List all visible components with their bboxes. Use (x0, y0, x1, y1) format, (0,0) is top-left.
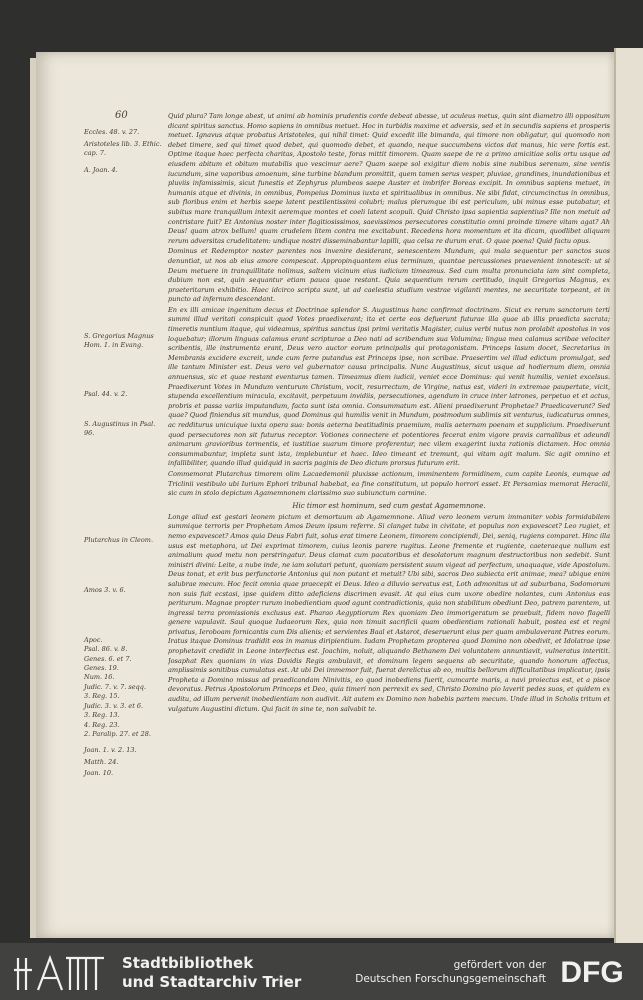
margin-note: Eccles. 48. v. 27. (84, 128, 140, 136)
library-name: Stadtbibliothek und Stadtarchiv Trier (122, 954, 302, 991)
dfg-logo-text: DFG (560, 956, 624, 988)
margin-note: cap. 7. (84, 149, 107, 157)
margin-note: 3. Reg. 15. (84, 692, 120, 700)
margin-note: Joan. 10. (84, 769, 114, 777)
verse-line: Hic timor est hominum, sed cum gestat Agamemnone. (292, 501, 486, 510)
margin-note: Joan. 1. v. 2. 13. (84, 746, 137, 754)
margin-note: Apoc. (84, 636, 103, 644)
margin-note: S. Gregorius Magnus (84, 332, 154, 340)
paragraph: Quid plura? Tam longe abest, ut animi ab hominis prudentis corde debeat abesse, ut aculeus metus, quin sint diametro illi oppositum dicant spiritus sanctus. Homo sapiens in omnibus metuet. Hoc in turbidis maxime et adversis, sed et in secundis sapiens et prosperis metuet. Ignavus atque probatus Aristoteles, qui nihil timet: Quid excedit ille bimanda, qui timore non obligatur, qui quomodo non debet timere, sed qui timet quod debet, qui quomodo debet, et quando, neque succumbens victos dat manus, hic vere fortis est. Optime itaque haec perfecta charitas, Apostolo teste, foras mittit timorem. Quam saepe de re a primo amicitiae solis ortu usque ad eiusdem abitum et obitum mutabilis quo vescimur aere? Quam saepe sol exigitur diem nobis sine nubibus serenum, sine ventis iucundum, sine vaporibus amoenum, sine turbine blandum promittit, quem tamen serus vesper, pluviae, grandines, inundationibus et pluviis infamissimis, sicut funestis et Zephyrus plumbeos saepe Auster et imbrifer Boreas excipit. In omnibus sapiens metuet, in humanis atque et divinis, in omnibus, Pompeius Dominus iuxta et spiritualibus in omnibus. Ne sibi fidat, circumcinctus in omnibus, sub floribus enim et herbis saepe latent pestilentissimi colubri; malus plerumque ibi est periculum, ubi minus esse putabatur, et subitus mare tranquillum intexit aeremque montes et coeli latent scopuli. Quid Christo ipsa sapientia sapientius? Ille non metuit ad contristare fuit? Et Antonius noster inter flagitiosissimos, saevissimos persecutores constitutio omni proinde timere vitam agat? Ah Deus! quam atrox bellum! quam crudelem litem contra me excitabunt. Recedens hora momentum et ita dicam, quodlibet aliquam rerum adversitas crudelitatem: undique nostri disseminabantur lapilli, qua celsa re durum erat. O quae poena! Quid factu opus. (168, 112, 610, 245)
margin-note: S. Augustinus in Psal. (84, 420, 156, 428)
margin-note: Matth. 24. (84, 758, 119, 766)
margin-note: Amos 3. v. 6. (84, 586, 126, 594)
paragraph: En ex illi amicae ingenitum decus et Doctrinae splendor S. Augustinus hanc confirmat doctrinam. Sicut ex rerum sanctorum terti summi illud veritati conspicuit quod Votes praedixerant; ita et certe eos defuerunt futurae illa quae ab illis praedicta sacrata; timeretis nuntium itaque, qui videamus, spiritus sanctus ipsi primi veritatis Magister, cuius verbi nutus non prolabit apostolus in vos loquebatur; illorum linguas calamus erant scripturae a Deo nati ad scribendum sua Volumina; lingua mea calamus scribae velociter scribentis, ille instrumenta erant, Deus vero auctor eorum principalis qui protagonistam. Princeps lasum docet, Secretarius in Membranis excidere excreit, unde cum ferre putandus est Princeps ipse, non scribae. Praesertim vel illud edictum promulgat, sed ille tantum Minister est. Deus vero vel gubernator causa principalis. Nunc Augustinus, sicut usque ad hodiernum diem, omnia annuensus, sic et quae restant eventurus tamen. Timeamus diem iudicii, veniet ecce Dominus: qui venit humilis, veniet excelsus. Praedixerunt Votes in Mundum venturum Christum, vocit, resurrectum, de Virgine, natus est, videri in extremae paupertate, vicit, stupenda excellentium miracula, excitavit, perpetuum invidiis, persecutiones, agendum in cruce inter latrones, perpetuo et et actus, probris et passa variis imputandum, facta sunt ista omnia. Consummatum est. Alieni praedixerunt Prophetae? Praedicaverunt? Sed quae? Quod finiendus sit mundus, quod Dominus qui humilis venit in Mundum, postmodum sublimis sit venturus, iudicaturus omnes, ac redditurus unicuique iuxta opera sua: bonis aeterna beatitudinis praemium, malis aeternam poenam et supplicium. Praedixerunt quod persecutores non sit futurus receptor. Votiones connectere et potentiores fecerat enim vigore pravis carnalibus et adeundi animarum gravioribus tormentis, et iustitiae suarum timore proferentur, nec vilem exagerint iuxta rationis dictamen. Hoc omnia consummabuntur, impleta sunt ista, implebuntur et haec. Ideo timeant et tremunt, qui vitam agit malum. Sic agit omnino et infallibiliter, quando illud quidquid in sacris paginis de Deo dictum prorsus futurum erit. (168, 305, 610, 468)
paragraph: Longe aliud est gestari leonem pictum et demortuum ab Agamemnone. Aliud vero leonem verum immaniter vobis formidabilem summique terroris per Prophetam Amos Deum ipsum referre. Si clanget tuba in civitate, et populus non expavescet? Leo rugiet, et nemo expavescet? Amos quia Deus Fabri fuit, solus erat timere Leonem, timorem concipiendi, Dei, seniq, rugiens comparet. Hinc illa usus est metaphora, ut Dei exprimat timorem, cuius leonis parere rugitus. Leone fremente et rugiente, caeteraeque nullum est animalium quod metu non perstringatur. Deus clamat cum pacatoribus et desolatorum magnum destructoribus non sedebit. Sunt ministri divini: Leite, a nube inde, ne iam solutari petunt, quoniam persistent suum vigeat ad perfectum, unaquaque, vide Apostolum. Deus tonat, et erit bus perfunctorie Antonius qui non putant et metuit? Ubi sibi, sacros Deo subiecta erit animae, mea? ubique enim salubrae mecum. Hoc fecit omnia quae praecepit ei Deus. Ideo a diluvio servatus est, Loth admonitus ut ad suburbana, Sodomorum non suis fuit ecstasi, ipse quidem ditto adeficiens discrimen evasit. At qui eius cum uxore obedire nolantes, cum Antonius eas periturum. Magnae propter rurum inobedientiam quod agunt contradictionis, quia non stabilitum obediunt Deo, patrem parentem, ut ingressi terra promissionis exclusus est. Pharao Aegyptiorum Rex quoniam Deo immorigeratum se praebuit, fidem novo flagelli genere vapulavit. Saul quoque Iudaeorum Rex, quia non timuit sacrificii quam obedientiam rationali habuit, postea est et regni privatus, Ieroboam fornicantis cum Dis alienis; et servientes Baal et Astarot, deseruerunt eius per quam ambulaverant Patres eorum. Iratus itaque Dominus tradidit eos in manus diripientium. Iudam Prophetam propterea quod Domino non obedivit, et Idolatrae ipse prophetavit credidit in Leone interfectus est. Joachim, noluit, aliquando Bethanem Dei voluntatem annuntiavit, vulneratus interitit. Josaphat Rex quoniam in vias Davidis Regis ambulavit, et dominum legem sequens ab securitate, quando honorum affectus, amplissimis sonitibus cumulatus est. At ubi Dei immemor fuit, fuerat derelictus ab eo, multis bellorum difficultatibus implicatur, ipsis Propheta a Domino missus ad praedicandam Ninivitis, eo quod inobediens fuerit, cumcarte maris, a navi proiectus est, et a pisce devoratus. Petrus Apostolorum Princeps et Deo, quia timeri non perrexit ex sed, Christo Domino pio laverit pedes suos, et quidem ex auditu, ad illum pervenit inobedientiam non audivit. Ait autem ex Domino non habebis partem mecum. Unde illud in Scholis tritum et vulgatum Augustini dictum. Qui facit in sine te, non salvabit te. (168, 512, 610, 713)
main-text (168, 112, 610, 892)
margin-note: A. Joan. 4. (84, 166, 118, 174)
funding-note: gefördert von der Deutschen Forschungsgemeinschaft (355, 959, 546, 985)
margin-note: Genes. 6. et 7. (84, 655, 132, 663)
margin-note: Genes. 19. (84, 664, 119, 672)
paragraph: Dominus et Redemptor noster parentes nos invenire desiderant, senescentem Mundum, qui mala sequentur per sanctos suos denuntiat, ut nos ab eius amore compescat. Appropinquantem eius terminum, quantae percussiones praevenient innotescit: ut si Deum metuere in tranquillitate nolimus, saltem vicinum eius iudicium timeamus. Sed cum multa pronunciata iam sint completa, dubium non est, quin sequantur etiam pauca quae restant. Quia sequentium rerum certitudo, inquit Gregorius Magnus, ex praeteritarum exhibitio. Haec idcirco scripta sunt, ut ad caelestia studium vestrae vigilanti mentes, ne securitate torpeant, et in puncto ad infernum descendant. (168, 247, 610, 304)
margin-note: Judic. 7. v. 7. seqq. (84, 683, 146, 691)
margin-note: Hom. 1. in Evang. (84, 341, 144, 349)
margin-note: Psal. 44. v. 2. (84, 390, 128, 398)
margin-note: 3. Reg. 13. (84, 711, 120, 719)
margin-note: 2. Paralip. 27. et 28. (84, 730, 151, 738)
facing-page-edge (614, 48, 643, 943)
margin-note: Psal. 86. v. 8. (84, 645, 128, 653)
margin-note: Plutarchus in Cleom. (84, 536, 154, 544)
paragraph: Commemorat Plutarchus timorem olim Lacaedemonii pluxisse actionum, imminentem formidinem, cum capite Leonis, eumque ad Triclinii vestibulo ubi Iurium Ephori tribunal habebat, ea fine constitutum, ut populo horrori esset. Et Persamias memorat Heraclii, sic cum in stolo depictum Agamemnonem clarissimo suo subiunctum carmine. (168, 469, 610, 498)
margin-note: Judic. 3. v. 3. et 6. (84, 702, 144, 710)
margin-note: 4. Reg. 23. (84, 721, 120, 729)
margin-note: Num. 16. (84, 673, 115, 681)
margin-note: Aristoteles lib. 3. Ethic. (84, 140, 162, 148)
margin-note: 96. (84, 429, 95, 437)
library-logo-icon (12, 950, 108, 992)
dfg-logo-icon (550, 954, 634, 988)
margin-notes (84, 118, 164, 818)
page-number: 60 (115, 110, 128, 121)
